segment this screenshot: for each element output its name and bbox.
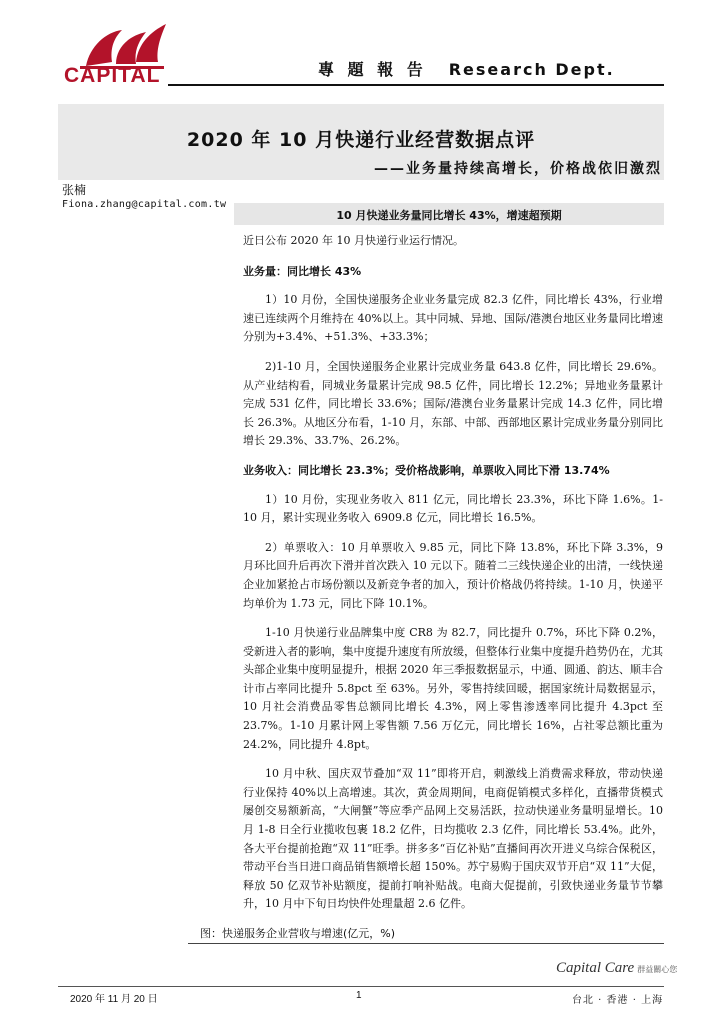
report-subtitle: ——业务量持续高增长，价格战依旧激烈 — [374, 161, 662, 177]
volume-paragraph-2: 2)1-10 月，全国快递服务企业累计完成业务量 643.8 亿件，同比增长 29.6%。从产业结构看，同城业务量累计完成 98.5 亿件，同比增长 12.2%；异地业务量累计完成 531 亿件，同比增长 33.6%；国际/港澳台业务量累计完成 14.3 亿件，同比增长 26.3%。从地区分布看，1-10 月，东部、中部、西部地区累计完成业务量分别同比增长 29.3%、33.7%、26.2%。 — [243, 359, 663, 448]
brand-name: Capital Care — [556, 960, 635, 976]
section-title: 10 月快递业务量同比增长 43%，增速超预期 — [336, 209, 562, 222]
concentration-paragraph: 1-10 月快递行业品牌集中度 CR8 为 82.7，同比提升 0.7%，环比下降 0.2%，受新进入者的影响，集中度提升速度有所放缓，但整体行业集中度提升趋势仍在，尤其头部企业集中度明显提升，根据 2020 年三季报数据显示，中通、圆通、韵达、顺丰合计市占率同比提升 5.8pct 至 63%。另外，零售持续回暖，据国家统计局数据显示，10 月社会消费品零售总额同比增长 4.3%，网上零售渗透率同比提升 4.3pct 至 23.7%。1-10 月累计网上零售额 7.56 万亿元，同比增长 16%，占社零总额比重为 24.2%，同比提升 4.8pt。 — [243, 626, 663, 751]
revenue-heading: 业务收入：同比增长 23.3%；受价格战影响，单票收入同比下滑 13.74% — [243, 463, 610, 477]
page-number: 1 — [356, 990, 362, 1001]
office-cities: 台北 · 香港 · 上海 — [572, 995, 664, 1006]
revenue-paragraph-1: 1）10 月份，实现业务收入 811 亿元，同比增长 23.3%，环比下降 1.6%。1-10 月，累计实现业务收入 6909.8 亿元，同比增长 16.5%。 — [243, 492, 663, 525]
author-email[interactable]: Fiona.zhang@capital.com.tw — [62, 199, 227, 210]
report-body — [243, 232, 663, 925]
revenue-paragraph-2: 2）单票收入：10 月单票收入 9.85 元，同比下降 13.8%，环比下降 3.3%，9 月环比回升后再次下滑并首次跌入 10 元以下。随着二三线快递企业的出清，一线快递企业加紧抢占市场份额以及新竞争者的加入，预计价格战仍将持续。1-10 月，快递平均单价为 1.73 元，同比下降 10.1%。 — [243, 540, 663, 610]
capital-care-brand — [556, 960, 677, 977]
volume-paragraph-1: 1）10 月份，全国快递服务企业业务量完成 82.3 亿件，同比增长 43%，行业增速已连续两个月维持在 40%以上。其中同城、异地、国际/港澳台地区业务量同比增速分别为+3.4%、+51.3%、+33.3%； — [243, 293, 663, 344]
footer-divider — [58, 986, 664, 987]
figure-caption: 图：快递服务企业营收与增速(亿元，%) — [200, 927, 396, 940]
figure-divider — [188, 943, 664, 944]
company-logo-text: CAPITAL — [64, 64, 161, 87]
dept-en-label: Research Dept. — [448, 60, 615, 79]
capital-logo-icon — [76, 22, 168, 70]
header-divider — [168, 84, 664, 86]
volume-heading: 业务量：同比增长 43% — [243, 264, 362, 278]
department-label — [318, 57, 615, 80]
brand-tagline: 群益關心您 — [637, 965, 678, 974]
dept-cn-label: 專 題 報 告 — [318, 60, 427, 79]
author-name: 张楠 — [62, 183, 87, 197]
footer-date: 2020 年 11 月 20 日 — [70, 994, 158, 1005]
holiday-paragraph: 10 月中秋、国庆双节叠加“双 11”即将开启，刺激线上消费需求释放，带动快递行业保持 40%以上高增速。其次，黄金周期间，电商促销模式多样化，直播带货模式屡创交易额新高，“大闸蟹”等应季产品网上交易活跃，拉动快递业务量明显增长。10 月 1-8 日全行业揽收包裹 18.2 亿件，日均揽收 2.3 亿件，同比增长 53.4%。此外，各大平台提前抢跑“双 11”旺季。拼多多“百亿补贴”直播间再次开进义乌综合保税区，带动平台当日进口商品销售额增长超 150%。苏宁易购于国庆双节开启“双 11”大促，释放 50 亿双节补贴额度，提前打响补贴战。电商大促提前，引致快递业务量节节攀升，10 月中下旬日均快件处理量超 2.6 亿件。 — [243, 767, 663, 911]
report-title: 2020 年 10 月快递行业经营数据点评 — [186, 129, 536, 151]
intro-paragraph: 近日公布 2020 年 10 月快递行业运行情况。 — [243, 234, 464, 247]
